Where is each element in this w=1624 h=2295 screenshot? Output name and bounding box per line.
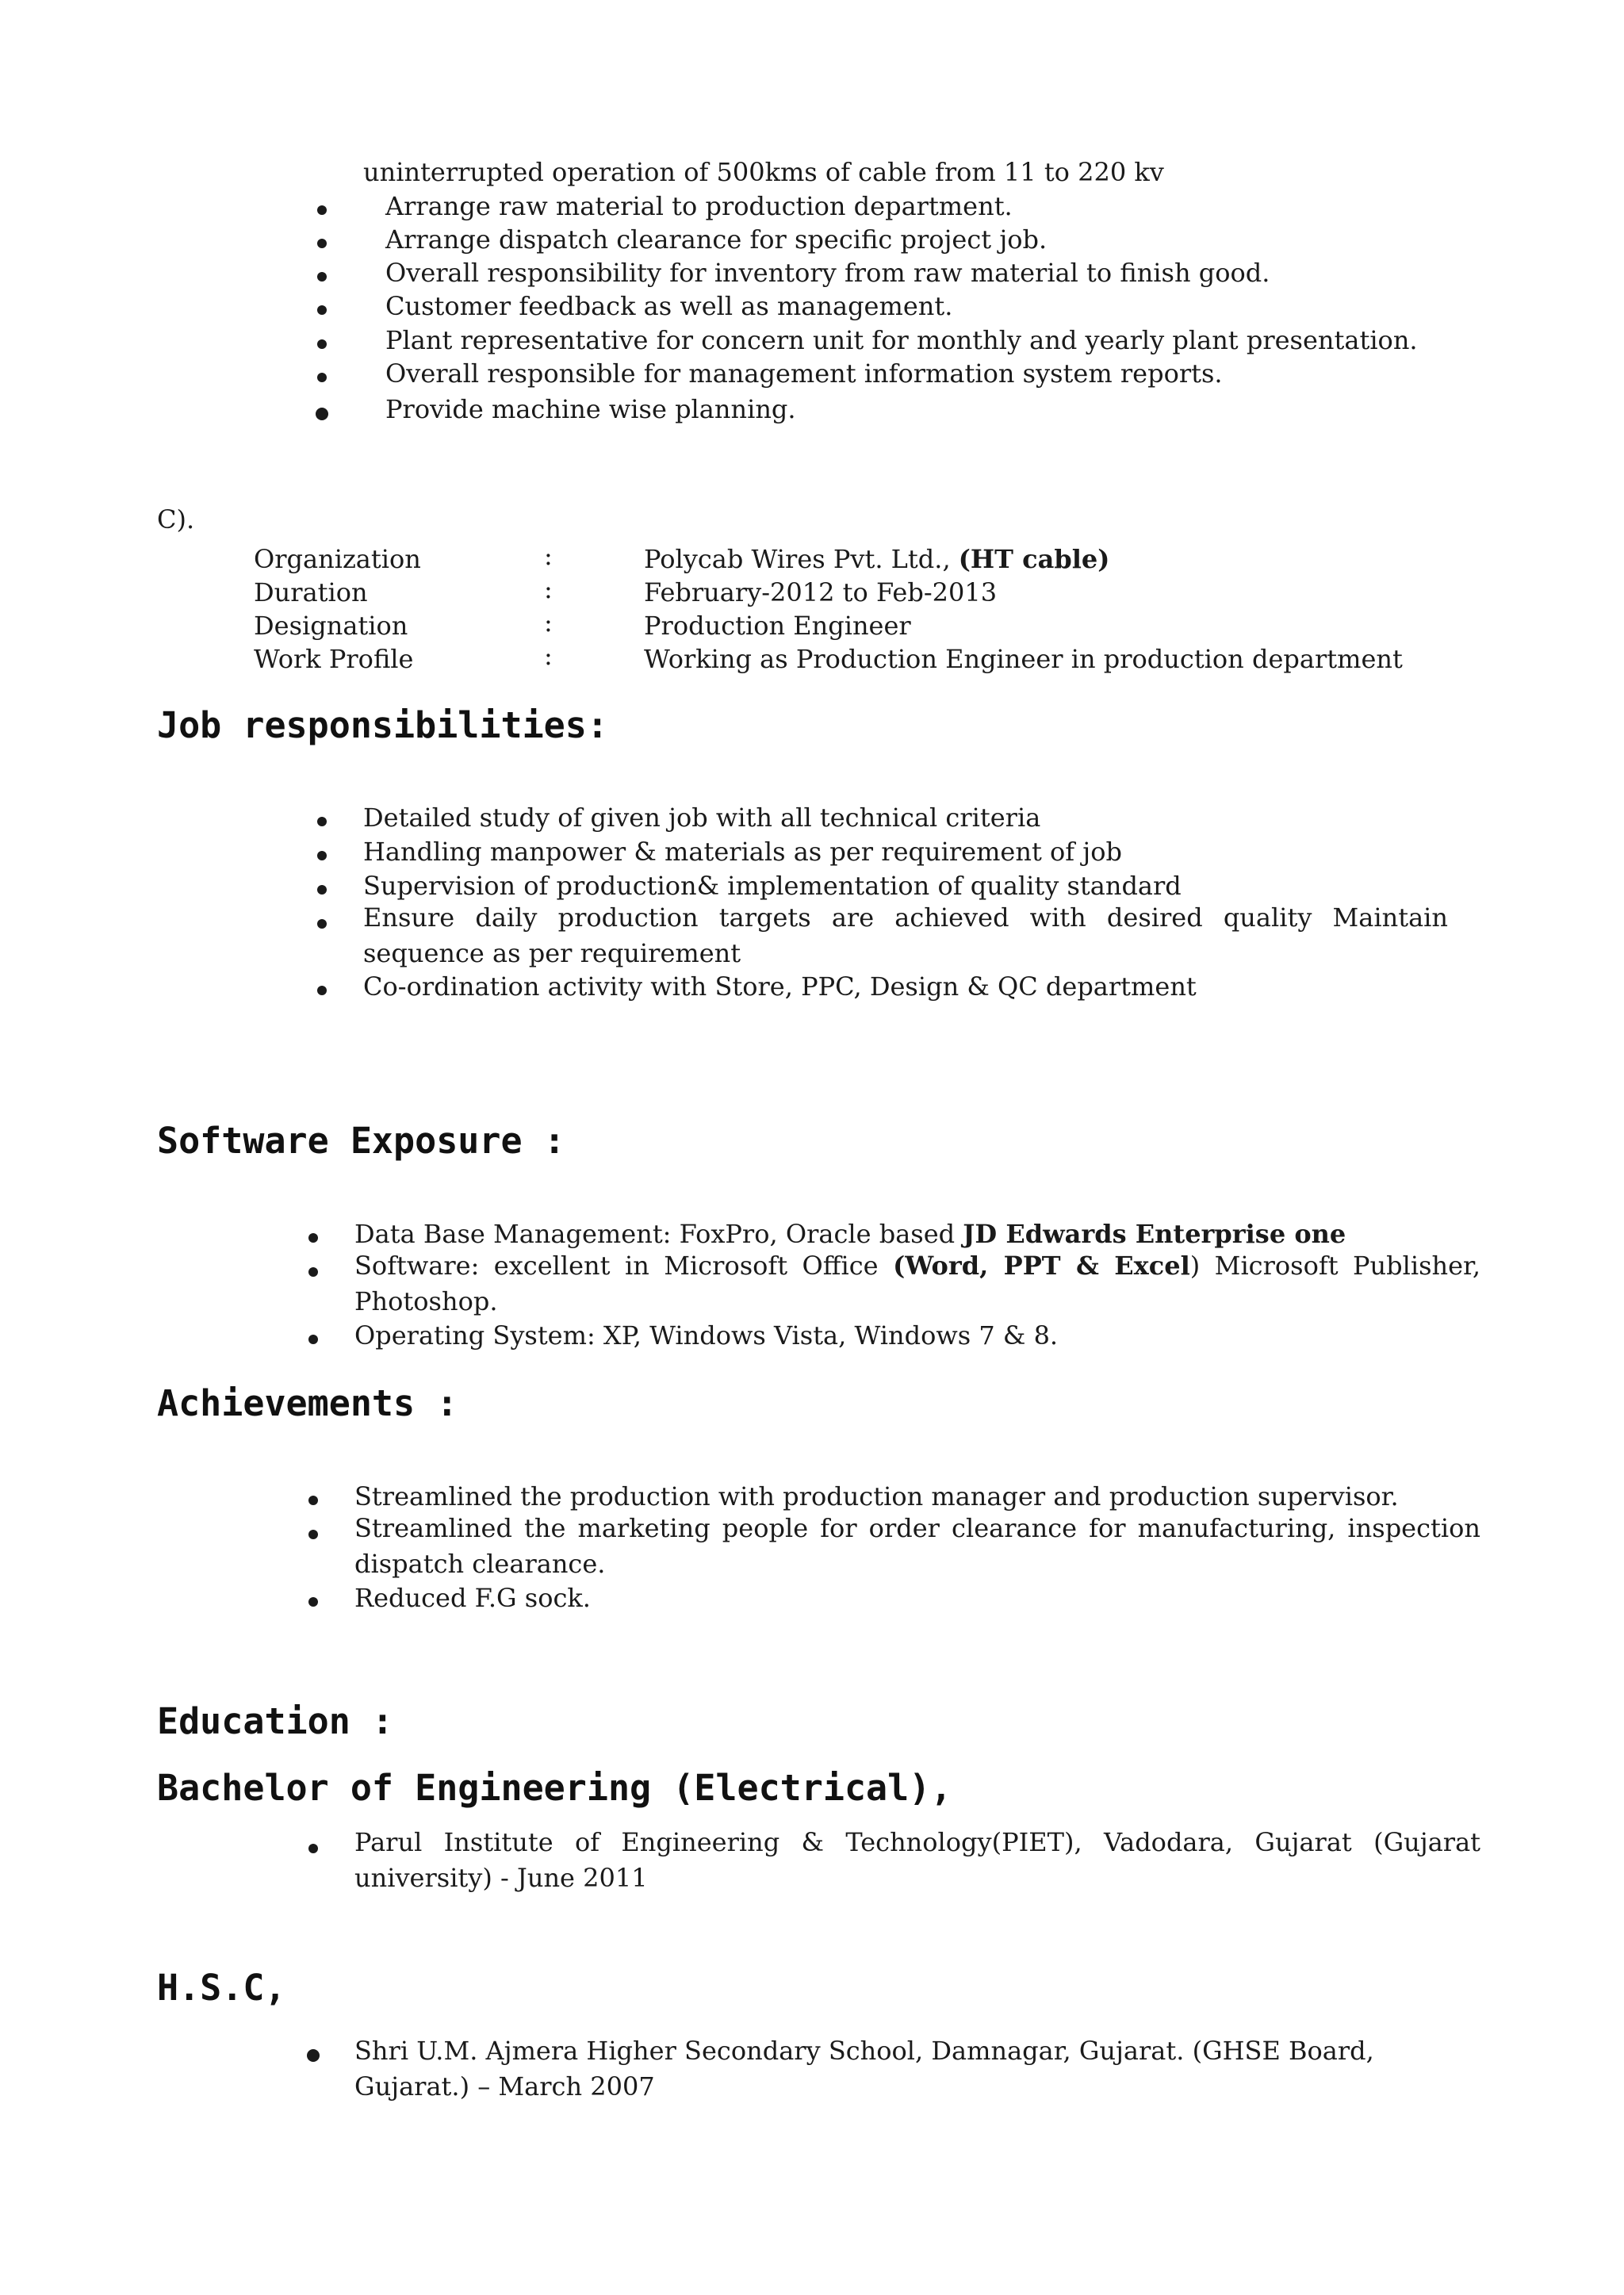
detail-value: Polycab Wires Pvt. Ltd., (HT cable) xyxy=(644,544,1110,574)
section-heading: H.S.C, xyxy=(157,1967,286,2009)
list-item: Data Base Management: FoxPro, Oracle based JD Edwards Enterprise one xyxy=(354,1219,1346,1249)
section-heading: Job responsibilities: xyxy=(157,704,608,746)
list-item: Co-ordination activity with Store, PPC, Design & QC department xyxy=(363,971,1197,1002)
bullet-icon xyxy=(317,919,327,929)
list-item-continuation: Photoshop. xyxy=(354,1286,498,1316)
detail-value: Production Engineer xyxy=(644,611,911,641)
detail-key: Designation xyxy=(254,611,408,641)
list-item-continuation: Gujarat.) – March 2007 xyxy=(354,2071,655,2102)
section-heading: Achievements : xyxy=(157,1382,458,1424)
bullet-icon xyxy=(317,305,327,315)
list-item: Operating System: XP, Windows Vista, Windows 7 & 8. xyxy=(354,1320,1059,1351)
detail-separator: : xyxy=(544,641,553,671)
list-item-continuation: sequence as per requirement xyxy=(363,938,741,968)
bullet-icon xyxy=(317,205,327,215)
continuation-text: uninterrupted operation of 500kms of cable from 11 to 220 kv xyxy=(363,157,1164,187)
detail-value: Working as Production Engineer in production department xyxy=(644,644,1403,674)
detail-separator: : xyxy=(544,574,553,604)
list-item: Parul Institute of Engineering & Technology(PIET), Vadodara, Gujarat (Gujarat xyxy=(354,1827,1480,1857)
list-item: Ensure daily production targets are achieved with desired quality Maintain xyxy=(363,902,1448,933)
detail-value: February-2012 to Feb-2013 xyxy=(644,577,998,607)
bullet-icon xyxy=(317,851,327,860)
bullet-icon xyxy=(317,373,327,382)
bullet-icon xyxy=(307,2049,320,2062)
list-item: Plant representative for concern unit for monthly and yearly plant presentation. xyxy=(385,325,1418,355)
bullet-icon xyxy=(308,1844,318,1853)
detail-separator: : xyxy=(544,607,553,638)
list-item: Reduced F.G sock. xyxy=(354,1583,591,1613)
section-heading: Software Exposure : xyxy=(157,1120,565,1162)
bullet-icon xyxy=(317,986,327,995)
list-item: Overall responsibility for inventory from raw material to finish good. xyxy=(385,258,1270,288)
detail-separator: : xyxy=(544,541,553,571)
list-item: Handling manpower & materials as per requirement of job xyxy=(363,837,1122,867)
bullet-icon xyxy=(317,817,327,826)
bullet-icon xyxy=(308,1335,318,1344)
bullet-icon xyxy=(308,1496,318,1505)
degree-heading: Bachelor of Engineering (Electrical), xyxy=(157,1767,952,1809)
bullet-icon xyxy=(308,1233,318,1243)
list-item-continuation: dispatch clearance. xyxy=(354,1549,606,1579)
bullet-icon xyxy=(317,272,327,282)
bullet-icon xyxy=(317,339,327,349)
bullet-icon xyxy=(316,408,328,420)
detail-key: Work Profile xyxy=(254,644,414,674)
detail-key: Duration xyxy=(254,577,368,607)
list-item: Software: excellent in Microsoft Office (Word, PPT & Excel) Microsoft Publisher, xyxy=(354,1251,1480,1281)
section-label: C). xyxy=(157,504,195,534)
list-item-continuation: university) - June 2011 xyxy=(354,1863,648,1893)
list-item: Streamlined the marketing people for order clearance for manufacturing, inspection xyxy=(354,1513,1480,1543)
list-item: Supervision of production& implementation of quality standard xyxy=(363,871,1182,901)
list-item: Detailed study of given job with all technical criteria xyxy=(363,803,1041,833)
bullet-icon xyxy=(317,885,327,895)
list-item: Shri U.M. Ajmera Higher Secondary School, Damnagar, Gujarat. (GHSE Board, xyxy=(354,2036,1374,2066)
list-item: Arrange dispatch clearance for specific project job. xyxy=(385,224,1048,255)
detail-key: Organization xyxy=(254,544,421,574)
bullet-icon xyxy=(308,1530,318,1539)
list-item: Streamlined the production with production manager and production supervisor. xyxy=(354,1481,1399,1511)
list-item: Overall responsible for management information system reports. xyxy=(385,358,1223,389)
list-item: Arrange raw material to production department. xyxy=(385,191,1013,221)
bullet-icon xyxy=(308,1597,318,1607)
bullet-icon xyxy=(308,1267,318,1277)
bullet-icon xyxy=(317,239,327,248)
list-item: Customer feedback as well as management. xyxy=(385,291,953,321)
section-heading: Education : xyxy=(157,1700,394,1742)
list-item: Provide machine wise planning. xyxy=(385,394,796,424)
